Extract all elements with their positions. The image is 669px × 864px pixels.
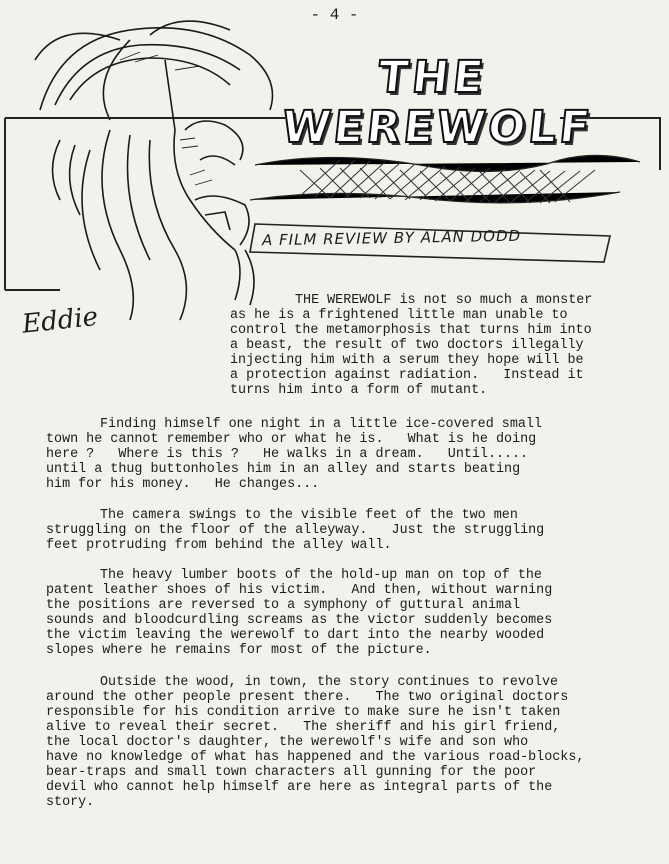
text-line: the positions are reversed to a symphony of guttural animal — [46, 598, 521, 613]
title-werewolf: WEREWOLF — [279, 102, 596, 153]
text-line: alive to reveal their secret. The sheriff and his girl friend, — [46, 720, 561, 735]
text-line: town he cannot remember who or what he is. What is he doing — [46, 432, 537, 447]
text-line: a beast, the result of two doctors illegally — [230, 338, 584, 353]
text-line: slopes where he remains for most of the picture. — [46, 643, 432, 658]
text-line: him for his money. He changes... — [46, 477, 320, 492]
text-line: devil who cannot help himself are here as integral parts of the — [46, 780, 553, 795]
text-line: injecting him with a serum they hope will be — [230, 353, 584, 368]
text-line: story. — [46, 795, 95, 810]
page-number: - 4 - — [310, 6, 359, 24]
review-byline: A FILM REVIEW BY ALAN DODD — [261, 226, 522, 250]
text-line: until a thug buttonholes him in an alley and starts beating — [46, 462, 521, 477]
text-line: The heavy lumber boots of the hold-up man on top of the — [100, 568, 542, 583]
text-line: the victim leaving the werewolf to dart into the nearby wooded — [46, 628, 545, 643]
text-line: here ? Where is this ? He walks in a dream. Until..... — [46, 447, 529, 462]
text-line: turns him into a form of mutant. — [230, 383, 488, 398]
text-line: as he is a frightened little man unable to — [230, 308, 568, 323]
artist-signature: Eddie — [20, 301, 100, 340]
text-line: sounds and bloodcurdling screams as the victor suddenly becomes — [46, 613, 553, 628]
text-line: feet protruding from behind the alley wall. — [46, 538, 392, 553]
text-line: responsible for his condition arrive to make sure he isn't taken — [46, 705, 561, 720]
text-line: patent leather shoes of his victim. And then, without warning — [46, 583, 553, 598]
text-line: control the metamorphosis that turns him into — [230, 323, 592, 338]
text-line: have no knowledge of what has happened and the various road-blocks, — [46, 750, 585, 765]
title-the: THE — [375, 52, 490, 103]
text-line: bear-traps and small town characters all gunning for the poor — [46, 765, 537, 780]
text-line: THE WEREWOLF is not so much a monster — [295, 293, 593, 308]
text-line: the local doctor's daughter, the werewolf's wife and son who — [46, 735, 529, 750]
text-line: Outside the wood, in town, the story continues to revolve — [100, 675, 559, 690]
text-line: Finding himself one night in a little ice-covered small — [100, 417, 542, 432]
text-line: around the other people present there. The two original doctors — [46, 690, 569, 705]
text-line: a protection against radiation. Instead it — [230, 368, 584, 383]
text-line: struggling on the floor of the alleyway. Just the struggling — [46, 523, 545, 538]
text-line: The camera swings to the visible feet of the two men — [100, 508, 518, 523]
